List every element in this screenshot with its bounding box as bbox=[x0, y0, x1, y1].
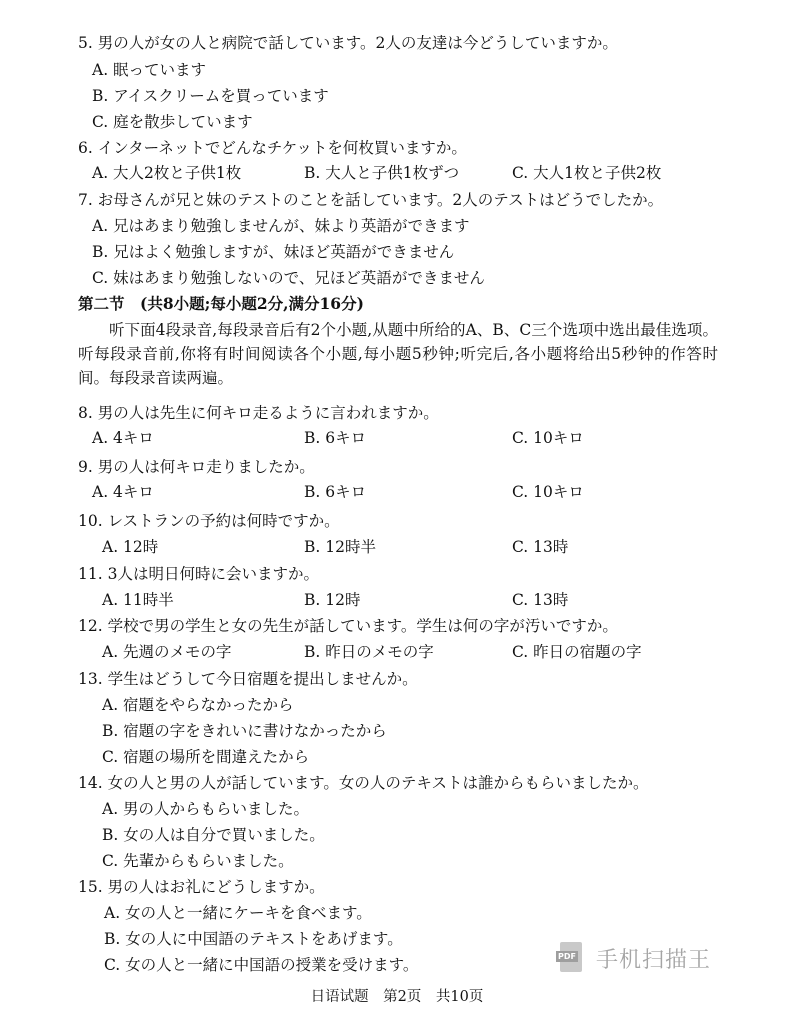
question-12-option-a: A. 先週のメモの字 bbox=[102, 643, 232, 661]
question-11-option-b: B. 12時 bbox=[304, 591, 361, 609]
question-8-option-a: A. 4キロ bbox=[92, 429, 154, 447]
watermark-text: 手机扫描王 bbox=[596, 947, 712, 973]
question-15-option-c: C. 女の人と一緒に中国語の授業を受けます。 bbox=[104, 956, 419, 974]
question-12-options bbox=[92, 642, 772, 662]
question-6-option-c: C. 大人1枚と子供2枚 bbox=[512, 164, 662, 182]
question-5-option-c: C. 庭を散歩しています bbox=[92, 113, 253, 131]
question-13-option-b: B. 宿題の字をきれいに書けなかったから bbox=[102, 722, 387, 740]
question-7-option-b: B. 兄はよく勉強しますが、妹ほど英語ができません bbox=[92, 243, 455, 261]
question-13: 13. 学生はどうして今日宿題を提出しませんか。 bbox=[78, 670, 418, 688]
question-12-option-b: B. 昨日のメモの字 bbox=[304, 643, 434, 661]
question-9-option-b: B. 6キロ bbox=[304, 483, 367, 501]
question-10: 10. レストランの予約は何時ですか。 bbox=[78, 512, 340, 530]
question-6-options bbox=[92, 163, 772, 183]
question-5-option-b: B. アイスクリームを買っています bbox=[92, 87, 329, 105]
question-11: 11. 3人は明日何時に会いますか。 bbox=[78, 565, 319, 583]
section-2-title: 第二节 (共8小题;每小题2分,满分16分) bbox=[78, 294, 364, 313]
question-10-option-b: B. 12時半 bbox=[304, 538, 376, 556]
question-12: 12. 学校で男の学生と女の先生が話しています。学生は何の字が汚いですか。 bbox=[78, 617, 618, 635]
question-13-option-a: A. 宿題をやらなかったから bbox=[102, 696, 294, 714]
question-7-option-a: A. 兄はあまり勉強しませんが、妹より英語ができます bbox=[92, 217, 470, 235]
question-10-option-c: C. 13時 bbox=[512, 538, 569, 556]
question-6-option-a: A. 大人2枚と子供1枚 bbox=[92, 164, 242, 182]
question-11-option-c: C. 13時 bbox=[512, 591, 569, 609]
question-7: 7. お母さんが兄と妹のテストのことを話しています。2人のテストはどうでしたか。 bbox=[78, 191, 664, 209]
pdf-file-icon bbox=[556, 942, 582, 974]
question-15-option-b: B. 女の人に中国語のテキストをあげます。 bbox=[104, 930, 403, 948]
question-8-option-b: B. 6キロ bbox=[304, 429, 367, 447]
question-10-option-a: A. 12時 bbox=[102, 538, 159, 556]
scanner-watermark bbox=[556, 940, 711, 976]
question-15-option-a: A. 女の人と一緒にケーキを食べます。 bbox=[104, 904, 372, 922]
question-8: 8. 男の人は先生に何キロ走るように言われますか。 bbox=[78, 404, 439, 422]
question-14-option-a: A. 男の人からもらいました。 bbox=[102, 800, 310, 818]
question-6: 6. インターネットでどんなチケットを何枚買いますか。 bbox=[78, 139, 467, 157]
question-9: 9. 男の人は何キロ走りましたか。 bbox=[78, 458, 315, 476]
question-10-options bbox=[92, 537, 772, 557]
question-8-options bbox=[92, 428, 772, 448]
question-7-option-c: C. 妹はあまり勉強しないので、兄ほど英語ができません bbox=[92, 269, 485, 287]
pdf-icon-label: PDF bbox=[558, 952, 576, 961]
question-5: 5. 男の人が女の人と病院で話しています。2人の友達は今どうしていますか。 bbox=[78, 34, 618, 52]
question-9-option-a: A. 4キロ bbox=[92, 483, 154, 501]
question-9-option-c: C. 10キロ bbox=[512, 483, 584, 501]
question-12-option-c: C. 昨日の宿題の字 bbox=[512, 643, 642, 661]
question-14-option-c: C. 先輩からもらいました。 bbox=[102, 852, 294, 870]
question-6-option-b: B. 大人と子供1枚ずつ bbox=[304, 164, 460, 182]
section-2-instructions: 听下面4段录音,每段录音后有2个小题,从题中所给的A、B、C三个选项中选出最佳选项。听每段录音前,你将有时间阅读各个小题,每小题5秒钟;听完后,各小题将给出5秒钟的作答时间。每段录音读两遍。 bbox=[78, 321, 718, 387]
question-13-option-c: C. 宿題の場所を間違えたから bbox=[102, 748, 310, 766]
question-15: 15. 男の人はお礼にどうしますか。 bbox=[78, 878, 325, 896]
question-5-option-a: A. 眠っています bbox=[92, 61, 207, 79]
page-footer: 日语试题 第2页 共10页 bbox=[310, 989, 484, 1005]
question-11-option-a: A. 11時半 bbox=[102, 591, 174, 609]
question-8-option-c: C. 10キロ bbox=[512, 429, 584, 447]
question-14: 14. 女の人と男の人が話しています。女の人のテキストは誰からもらいましたか。 bbox=[78, 774, 649, 792]
question-14-option-b: B. 女の人は自分で買いました。 bbox=[102, 826, 325, 844]
question-11-options bbox=[92, 590, 772, 610]
question-9-options bbox=[92, 482, 772, 502]
